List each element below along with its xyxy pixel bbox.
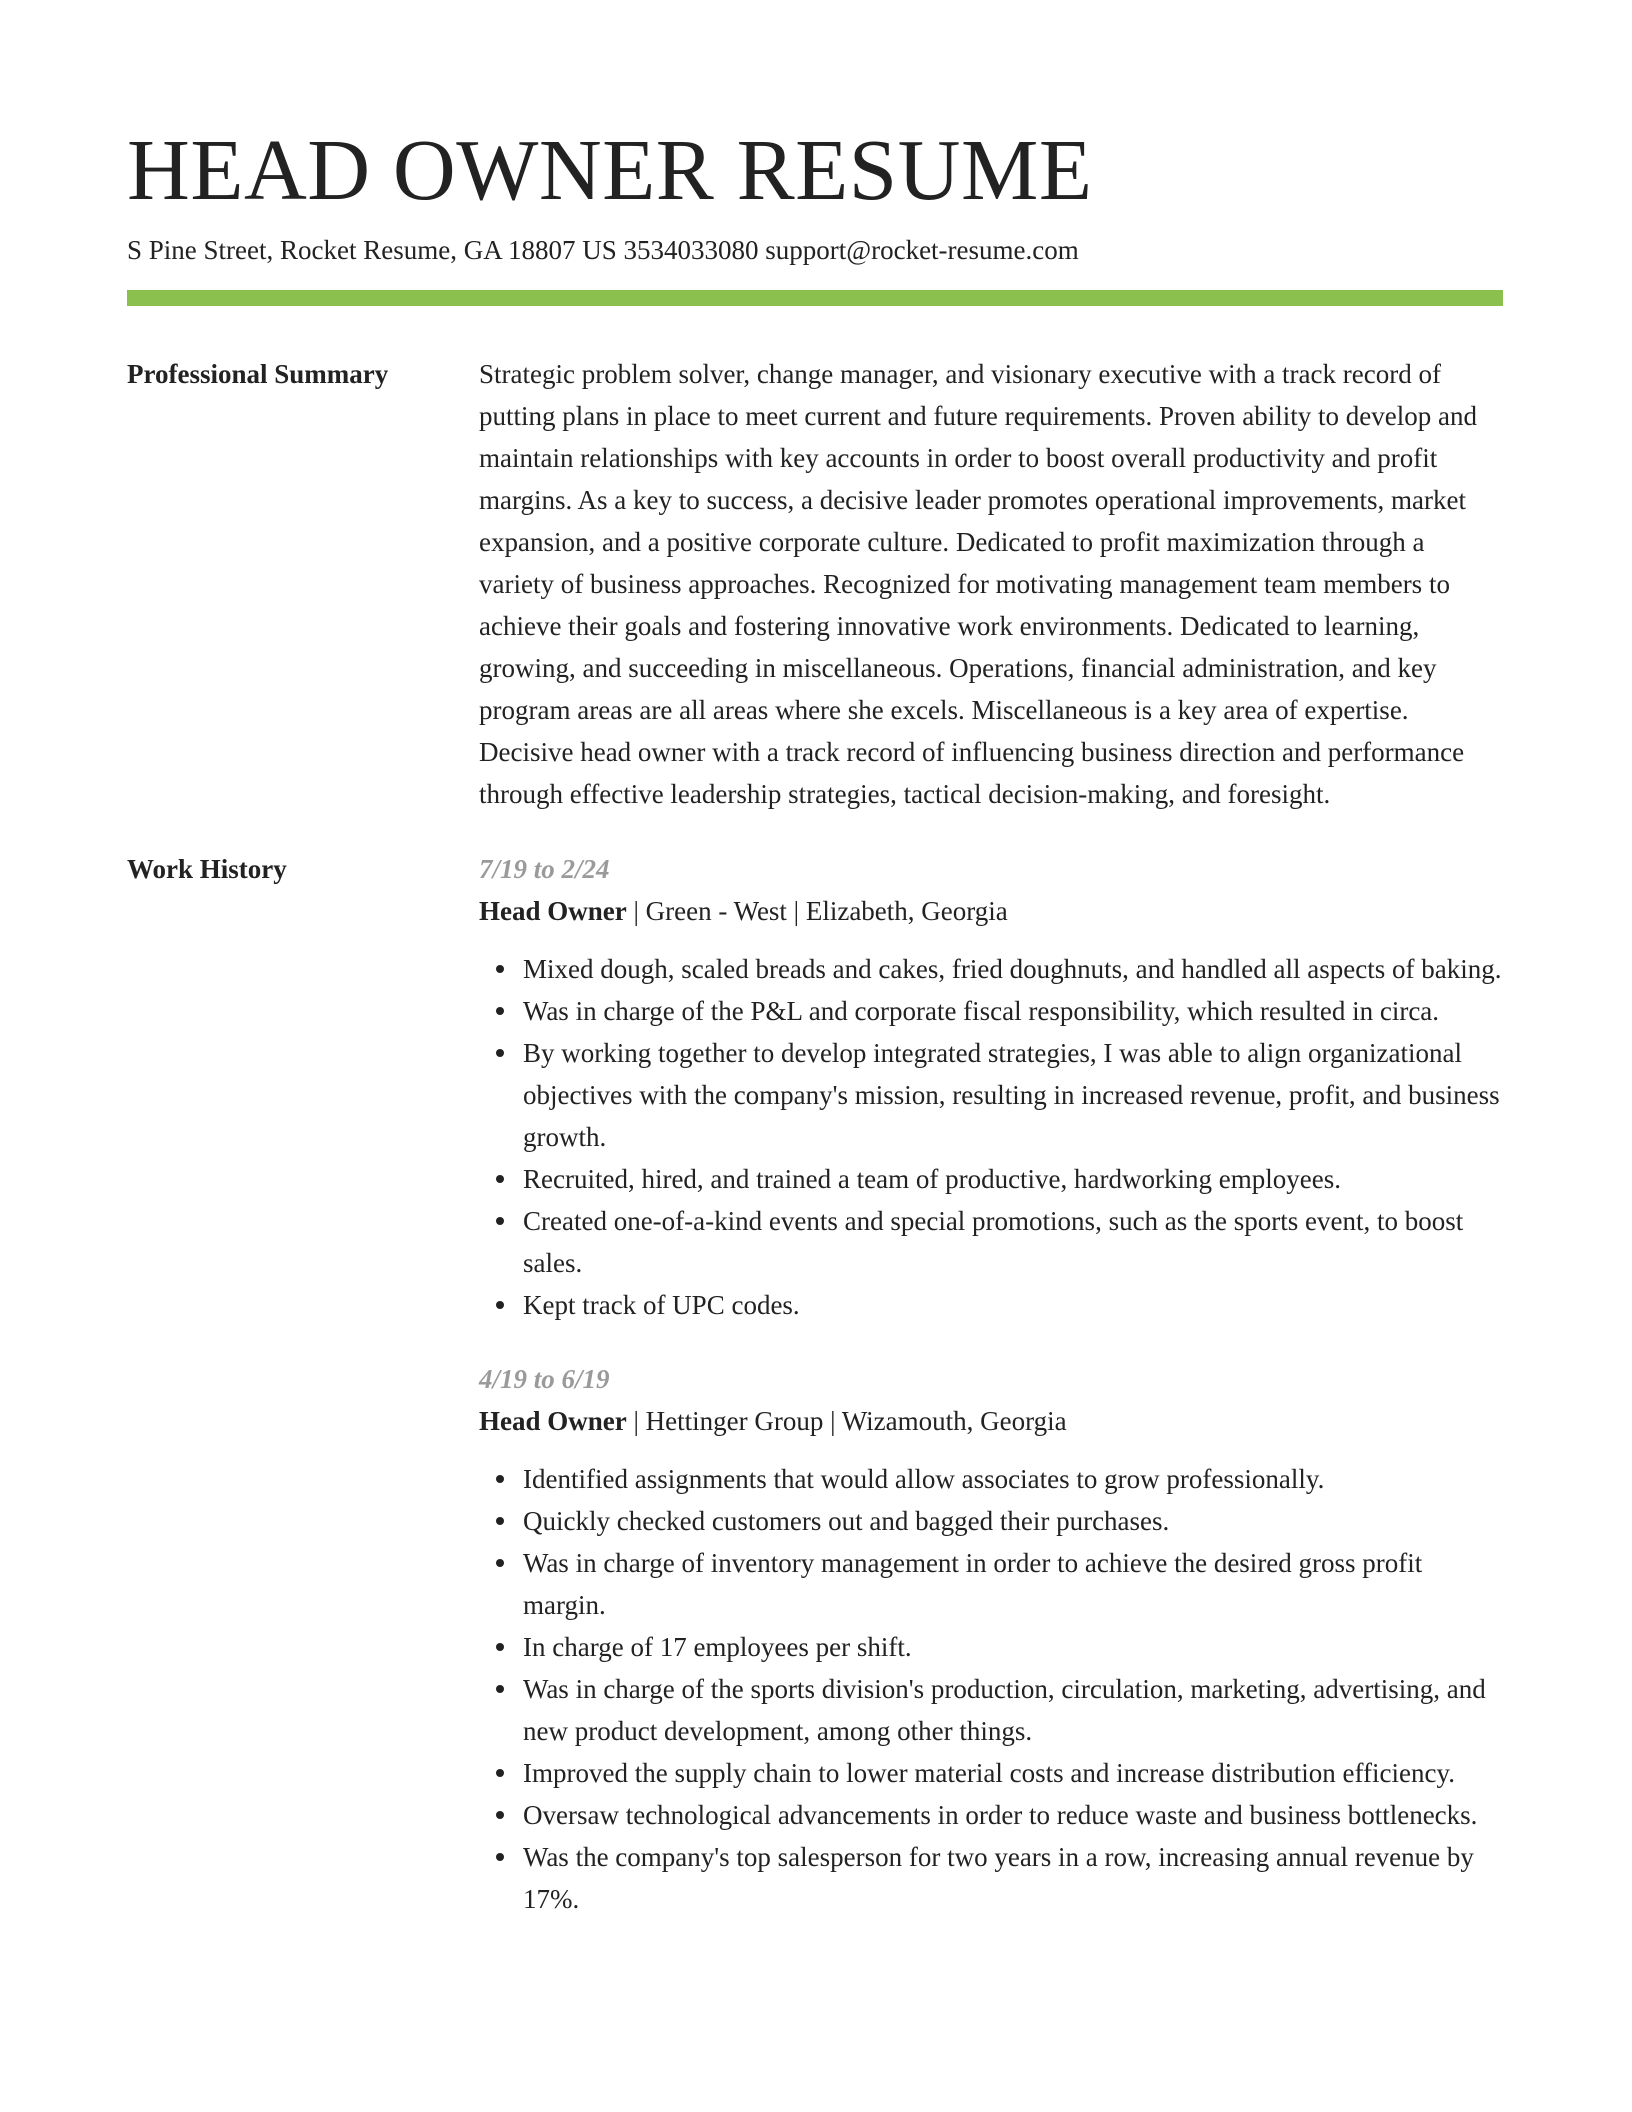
summary-body <box>479 353 1503 815</box>
job-dates: 4/19 to 6/19 <box>479 1364 610 1394</box>
accent-divider <box>127 290 1503 306</box>
job-details: | Green - West | Elizabeth, Georgia <box>626 896 1008 926</box>
contact-email: support@rocket-resume.com <box>765 235 1079 265</box>
job-bullet: Was in charge of the sports division's production, circulation, marketing, advertising, and new product development, among other things. <box>523 1668 1503 1752</box>
job-entry <box>479 848 1503 1326</box>
work-history-section <box>127 848 1503 1920</box>
job-bullet: Was in charge of the P&L and corporate fiscal responsibility, which resulted in circa. <box>523 990 1503 1032</box>
job-title: Head Owner <box>479 1406 627 1436</box>
work-history-body <box>479 848 1503 1920</box>
job-details: | Hettinger Group | Wizamouth, Georgia <box>626 1406 1067 1436</box>
job-bullet: By working together to develop integrated strategies, I was able to align organizational objectives with the company's mission, resulting in increased revenue, profit, and business growth. <box>523 1032 1503 1158</box>
job-bullet: Recruited, hired, and trained a team of productive, hardworking employees. <box>523 1158 1503 1200</box>
contact-line <box>127 230 1503 270</box>
resume-title: HEAD OWNER RESUME <box>127 121 1093 218</box>
job-bullet: Improved the supply chain to lower material costs and increase distribution efficiency. <box>523 1752 1503 1794</box>
job-bullet: Created one-of-a-kind events and special promotions, such as the sports event, to boost sales. <box>523 1200 1503 1284</box>
summary-heading: Professional Summary <box>127 359 389 389</box>
job-bullet: Quickly checked customers out and bagged their purchases. <box>523 1500 1503 1542</box>
job-bullet: Kept track of UPC codes. <box>523 1284 1503 1326</box>
job-title-line <box>479 890 1503 932</box>
work-history-heading: Work History <box>127 854 287 884</box>
summary-section <box>127 353 1503 815</box>
job-bullets <box>479 948 1503 1326</box>
job-bullets <box>479 1458 1503 1920</box>
job-title: Head Owner <box>479 896 627 926</box>
job-bullet: In charge of 17 employees per shift. <box>523 1626 1503 1668</box>
contact-address: S Pine Street, Rocket Resume, GA 18807 US <box>127 235 617 265</box>
job-bullet: Was the company's top salesperson for two years in a row, increasing annual revenue by 17%. <box>523 1836 1503 1920</box>
job-bullet: Mixed dough, scaled breads and cakes, fried doughnuts, and handled all aspects of baking. <box>523 948 1503 990</box>
job-bullet: Identified assignments that would allow associates to grow professionally. <box>523 1458 1503 1500</box>
job-bullet: Was in charge of inventory management in order to achieve the desired gross profit margin. <box>523 1542 1503 1626</box>
job-title-line <box>479 1400 1503 1442</box>
resume-page <box>127 120 1503 1920</box>
summary-text: Strategic problem solver, change manager, and visionary executive with a track record of putting plans in place to meet current and future requirements. Proven ability to develop and maintain relationships with key accounts in order to boost overall productivity and profit margins. As a key to success, a decisive leader promotes operational improvements, market expansion, and a positive corporate culture. Dedicated to profit maximization through a variety of business approaches. Recognized for motivating management team members to achieve their goals and fostering innovative work environments. Dedicated to learning, growing, and succeeding in miscellaneous. Operations, financial administration, and key program areas are all areas where she excels. Miscellaneous is a key area of expertise. Decisive head owner with a track record of influencing business direction and performance through effective leadership strategies, tactical decision-making, and foresight. <box>479 359 1477 809</box>
job-entry <box>479 1358 1503 1920</box>
job-dates: 7/19 to 2/24 <box>479 854 610 884</box>
contact-phone: 3534033080 <box>623 235 759 265</box>
job-bullet: Oversaw technological advancements in order to reduce waste and business bottlenecks. <box>523 1794 1503 1836</box>
